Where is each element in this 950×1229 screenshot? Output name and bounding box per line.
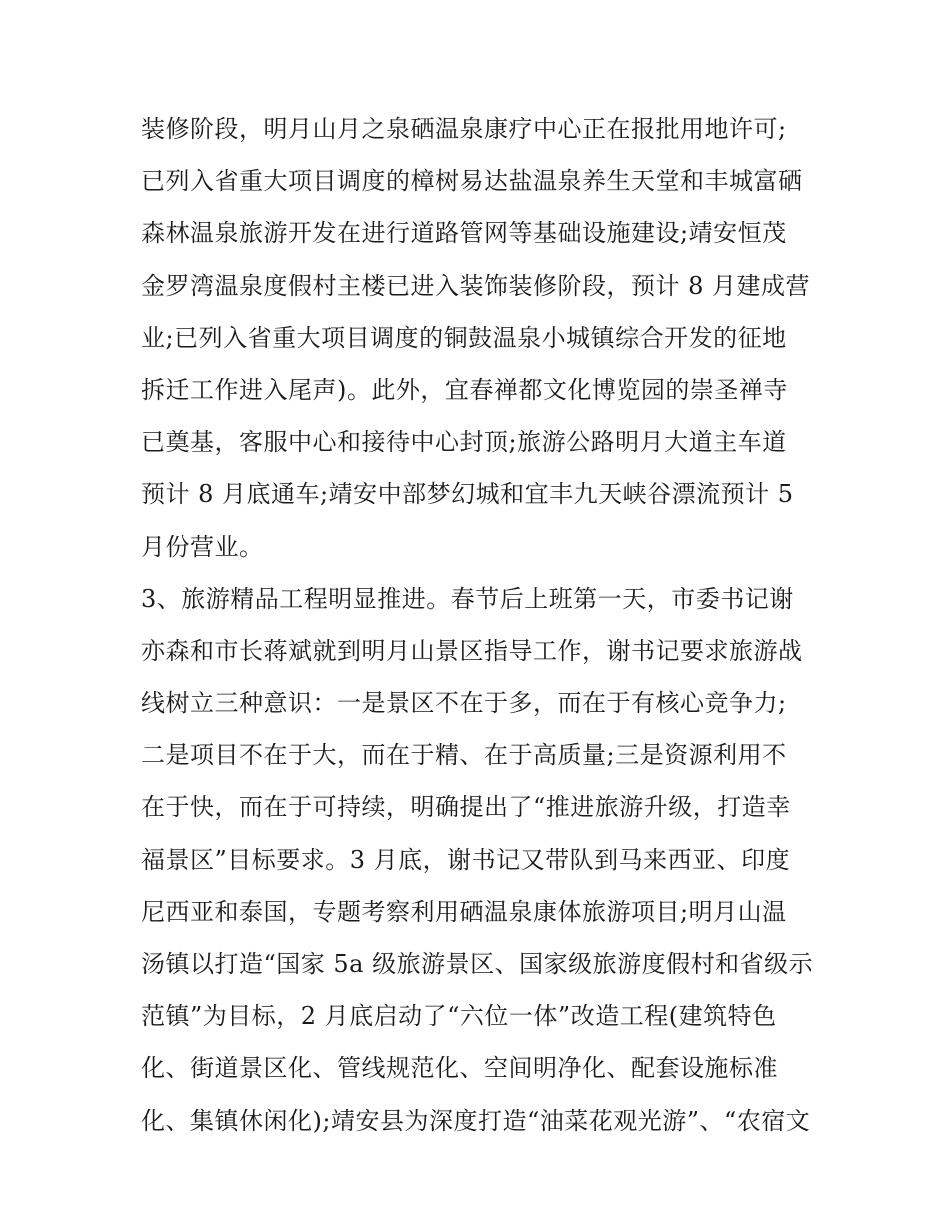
text-line: 预计 8 月底通车;靖安中部梦幻城和宜丰九天峡谷漂流预计 5 [141, 480, 794, 509]
text-line: 二是项目不在于大，而在于精、在于高质量;三是资源利用不 [141, 741, 787, 770]
text-line: 汤镇以打造“国家 5a 级旅游景区、国家级旅游度假村和省级示 [141, 950, 814, 978]
text-line: 月份营业。 [141, 532, 264, 561]
text-line: 化、街道景区化、管线规范化、空间明净化、配套设施标准 [141, 1054, 778, 1083]
text-line: 线树立三种意识：一是景区不在于多，而在于有核心竞争力; [141, 689, 787, 718]
document-body [141, 103, 841, 1147]
text-line: 在于快，而在于可持续，明确提出了“推进旅游升级，打造幸 [141, 793, 791, 822]
text-line: 亦森和市长蒋斌就到明月山景区指导工作，谢书记要求旅游战 [141, 636, 803, 665]
text-line: 装修阶段，明月山月之泉硒温泉康疗中心正在报批用地许可; [141, 115, 787, 143]
text-line: 业;已列入省重大项目调度的铜鼓温泉小城镇综合开发的征地 [141, 323, 787, 352]
text-line: 化、集镇休闲化);靖安县为深度打造“油菜花观光游”、“农宿文 [141, 1106, 811, 1135]
text-line: 已奠基，客服中心和接待中心封顶;旅游公路明月大道主车道 [141, 428, 787, 457]
text-line: 福景区”目标要求。3 月底，谢书记又带队到马来西亚、印度 [141, 845, 791, 874]
text-line: 拆迁工作进入尾声)。此外，宜春禅都文化博览园的崇圣禅寺 [141, 375, 788, 404]
text-line: 森林温泉旅游开发在进行道路管网等基础设施建设;靖安恒茂 [141, 219, 787, 248]
text-line: 3、旅游精品工程明显推进。春节后上班第一天，市委书记谢 [141, 584, 794, 613]
text-line: 尼西亚和泰国，专题考察利用硒温泉康体旅游项目;明月山温 [141, 897, 787, 926]
text-line: 金罗湾温泉度假村主楼已进入装饰装修阶段，预计 8 月建成营 [141, 271, 811, 300]
text-line: 已列入省重大项目调度的樟树易达盐温泉养生天堂和丰城富硒 [141, 167, 803, 196]
text-line: 范镇”为目标，2 月底启动了“六位一体”改造工程(建筑特色 [141, 1002, 777, 1031]
